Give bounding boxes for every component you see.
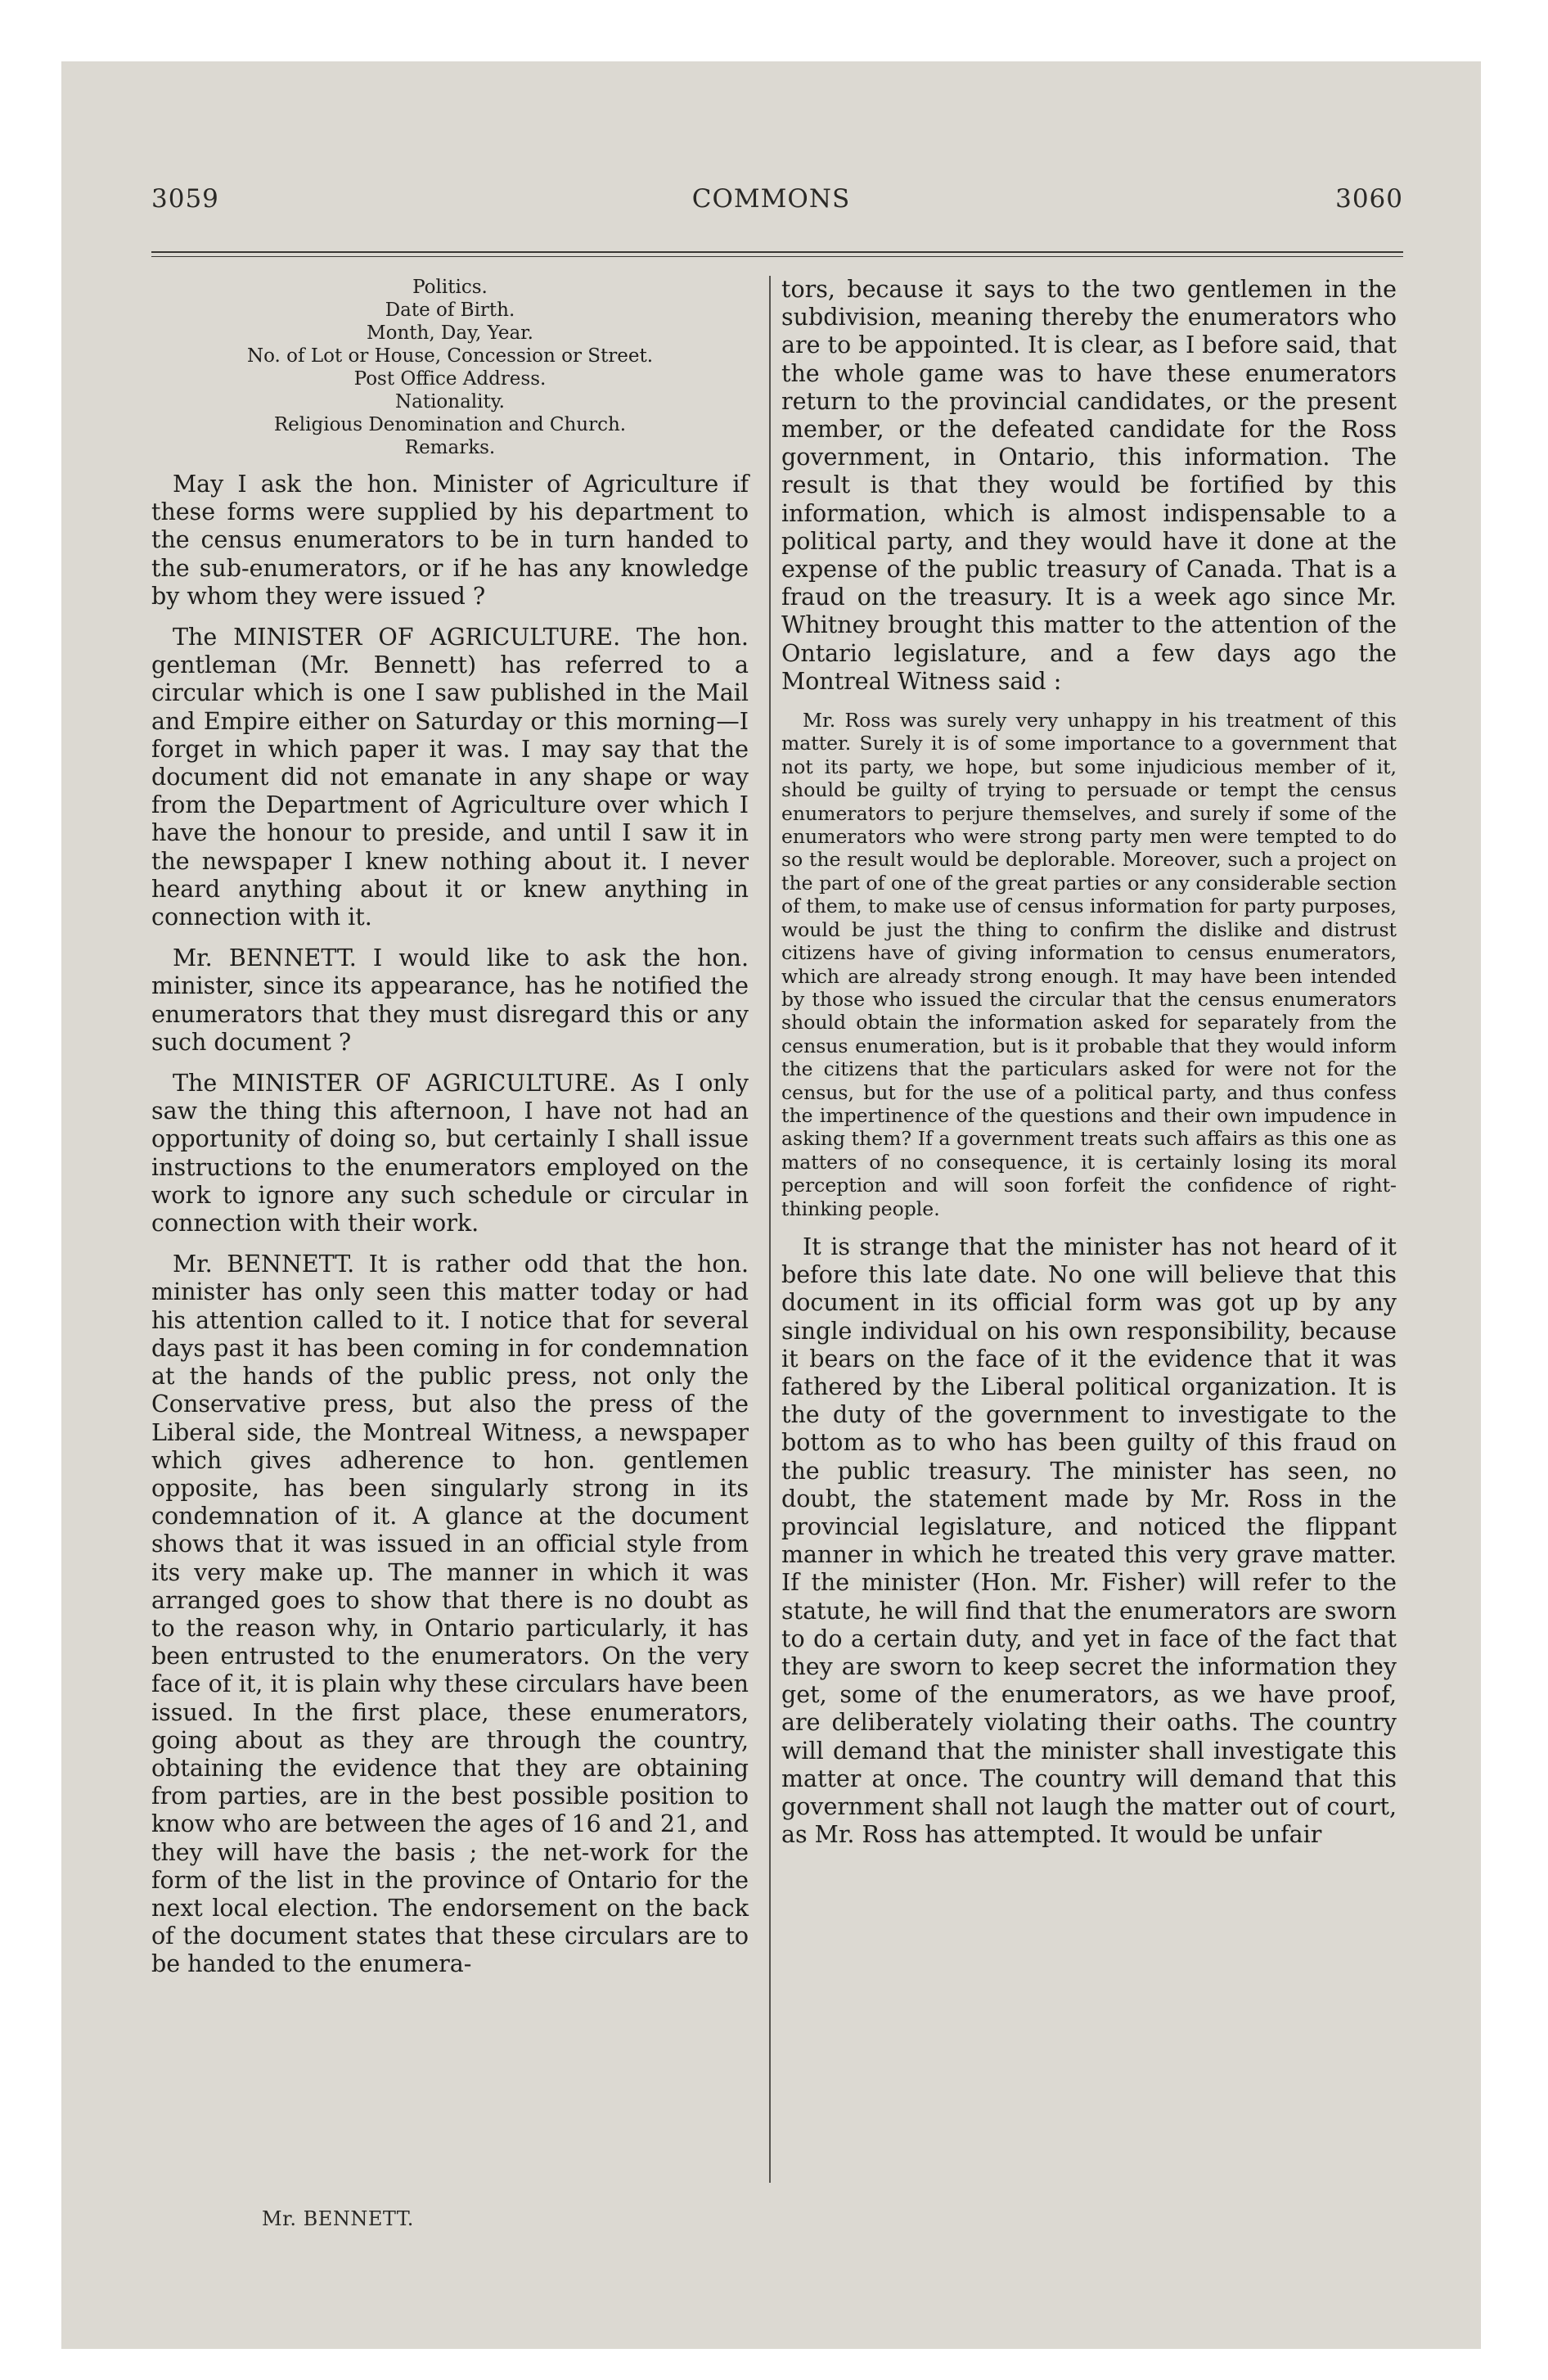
page-number-right: 3060 bbox=[1335, 184, 1403, 214]
paragraph: Mr. BENNETT. It is rather odd that the hon. minister has only seen this matter today or had his attention called to it. I notice that for several days past it has been coming in for condemnation at the hands of the public press, not only the Conservative press, but also the press of the Liberal side, the Montreal Witness, a newspaper which gives adherence to hon. gentlemen opposite, has been singularly strong in its condemnation of it. A glance at the document shows that it was issued in an official style from its very make up. The manner in which it was arranged goes to show that there is no doubt as to the reason why, in Ontario particularly, it has been entrusted to the enumerators. On the very face of it, it is plain why these circulars have been issued. In the first place, these enumerators, going about as they are through the country, obtaining the evidence that they are obtaining from parties, are in the best possible position to know who are between the ages of 16 and 21, and they will have the basis ; the net-work for the form of the list in the province of Ontario for the next local election. The endorsement on the back of the document states that these circulars are to be handed to the enumera- bbox=[151, 1251, 749, 1978]
page bbox=[61, 61, 1481, 2349]
page-footer: Mr. BENNETT. bbox=[262, 2207, 414, 2230]
form-field: No. of Lot or House, Concession or Street. bbox=[246, 345, 654, 367]
column-divider bbox=[769, 276, 771, 2183]
quote-text: Mr. Ross was surely very unhappy in his treatment of this matter. Surely it is of some importance to a government that not its party, we hope, but some injudicious member of it, should be guilty of trying to persuade or tempt the census enumerators to perjure themselves, and surely if some of the enumerators who were strong party men were tempted to do so the result would be deplorable. Moreover, such a project on the part of one of the great parties or any considerable section of them, to make use of census information for party purposes, would be just the thing to confirm the dislike and distrust citizens have of giving information to census enumerators, which are already strong enough. It may have been intended by those who issued the circular that the census enumerators should obtain the information asked for separately from the census enumeration, but is it probable that they would inform the citizens that the particulars asked for were not for the census, but for the use of a political party, and thus confess the impertinence of the questions and their own impudence in asking them? If a government treats such affairs as this one as matters of no consequence, it is certainly losing its moral perception and will soon forfeit the confidence of right-thinking people. bbox=[781, 709, 1397, 1220]
form-field: Post Office Address. bbox=[353, 368, 547, 390]
form-field: Month, Day, Year. bbox=[367, 322, 533, 344]
paragraph: May I ask the hon. Minister of Agriculture if these forms were supplied by his department to the census enumerators to be in turn handed to the sub-enumerators, or if he has any knowledge by whom they were issued ? bbox=[151, 471, 749, 610]
quoted-passage bbox=[781, 709, 1397, 1220]
paragraph: tors, because it says to the two gentlemen in the subdivision, meaning thereby the enumerators who are to be appointed. It is clear, as I before said, that the whole game was to have these enumerators return to the provincial candidates, or the present member, or the defeated candidate for the Ross government, in Ontario, this information. The result is that they would be fortified by this information, which is almost indispensable to a political party, and they would have it done at the expense of the public treasury of Canada. That is a fraud on the treasury. It is a week ago since Mr. Whitney brought this matter to the attention of the Ontario legislature, and a few days ago the Montreal Witness said : bbox=[781, 276, 1397, 695]
form-field: Remarks. bbox=[404, 437, 496, 458]
page-number-left: 3059 bbox=[151, 184, 219, 214]
left-column bbox=[151, 276, 749, 1992]
scan-frame bbox=[61, 61, 1481, 2349]
right-column bbox=[781, 276, 1397, 1862]
form-field: Politics. bbox=[412, 277, 488, 298]
form-field-list bbox=[151, 276, 749, 459]
header-rule bbox=[151, 251, 1403, 257]
form-field: Nationality. bbox=[394, 391, 505, 412]
running-title: COMMONS bbox=[691, 184, 851, 214]
form-field: Religious Denomination and Church. bbox=[273, 414, 627, 435]
paragraph: It is strange that the minister has not heard of it before this late date. No one will believe that this document in its official form was got up by any single individual on his own responsibility, because it bears on the face of it the evidence that it was fathered by the Liberal political organization. It is the duty of the government to investigate to the bottom as to who has been guilty of this fraud on the public treasury. The minister has seen, no doubt, the statement made by Mr. Ross in the provincial legislature, and noticed the flippant manner in which he treated this very grave matter. If the minister (Hon. Mr. Fisher) will refer to the statute, he will find that the enumerators are sworn to do a certain duty, and yet in face of the fact that they are sworn to keep secret the information they get, some of the enumerators, as we have proof, are deliberately violating their oaths. The country will demand that the minister shall investigate this matter at once. The country will demand that this government shall not laugh the matter out of court, as Mr. Ross has attempted. It would be unfair bbox=[781, 1233, 1397, 1849]
paragraph: Mr. BENNETT. I would like to ask the hon. minister, since its appearance, has he notified the enumerators that they must disregard this or any such document ? bbox=[151, 944, 749, 1056]
form-field: Date of Birth. bbox=[385, 300, 515, 321]
paragraph: The MINISTER OF AGRICULTURE. The hon. gentleman (Mr. Bennett) has referred to a circular which is one I saw published in the Mail and Empire either on Saturday or this morning—I forget in which paper it was. I may say that the document did not emanate in any shape or way from the Department of Agriculture over which I have the honour to preside, and until I saw it in the newspaper I knew nothing about it. I never heard anything about it or knew anything in connection with it. bbox=[151, 624, 749, 931]
paragraph: The MINISTER OF AGRICULTURE. As I only saw the thing this afternoon, I have not had an opportunity of doing so, but certainly I shall issue instructions to the enumerators employed on the work to ignore any such schedule or circular in connection with their work. bbox=[151, 1070, 749, 1237]
